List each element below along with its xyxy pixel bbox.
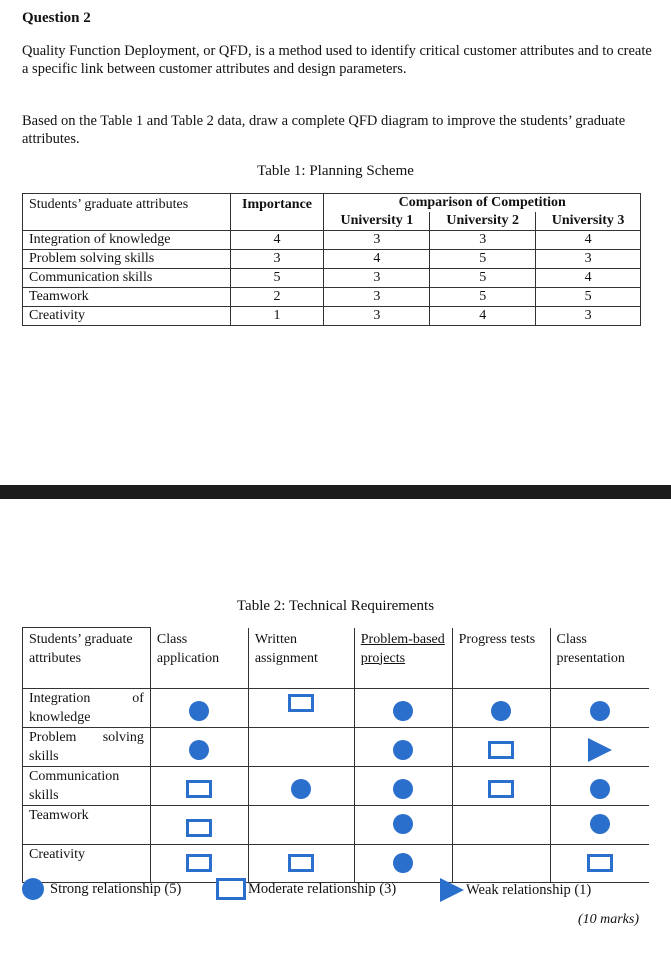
t2-header-attributes: Students’ graduate attributes bbox=[23, 628, 151, 689]
strong-relationship-icon bbox=[393, 740, 413, 760]
university-1-cell: 3 bbox=[324, 231, 430, 250]
header-university-1: University 1 bbox=[324, 212, 430, 231]
marks-label: (10 marks) bbox=[577, 912, 639, 927]
cell-written-assignment bbox=[248, 845, 354, 883]
t2-header-progress-tests: Progress tests bbox=[452, 628, 550, 689]
attribute-cell: Problem solving skills bbox=[23, 728, 151, 767]
cell-class-presentation bbox=[550, 689, 649, 728]
attribute-cell: Teamwork bbox=[23, 288, 231, 307]
table-row bbox=[23, 288, 641, 307]
university-2-cell: 5 bbox=[430, 250, 536, 269]
table-row bbox=[23, 689, 650, 728]
cell-problem-based-projects bbox=[354, 806, 452, 845]
attribute-cell: Teamwork bbox=[23, 806, 151, 845]
university-2-cell: 3 bbox=[430, 231, 536, 250]
strong-relationship-icon bbox=[590, 701, 610, 721]
table-row bbox=[23, 806, 650, 845]
moderate-relationship-icon bbox=[488, 780, 514, 798]
cell-written-assignment bbox=[248, 728, 354, 767]
university-2-cell: 5 bbox=[430, 269, 536, 288]
importance-cell: 3 bbox=[230, 250, 324, 269]
table-row bbox=[23, 728, 650, 767]
attribute-cell: Communication skills bbox=[23, 269, 231, 288]
cell-problem-based-projects bbox=[354, 689, 452, 728]
table-row bbox=[23, 845, 650, 883]
university-2-cell: 4 bbox=[430, 307, 536, 326]
legend bbox=[22, 878, 662, 906]
attribute-cell: Creativity bbox=[23, 845, 151, 883]
technical-requirements-table bbox=[22, 627, 649, 883]
weak-relationship-icon bbox=[588, 738, 612, 762]
university-1-cell: 4 bbox=[324, 250, 430, 269]
strong-relationship-icon bbox=[189, 701, 209, 721]
importance-cell: 2 bbox=[230, 288, 324, 307]
header-university-3: University 3 bbox=[536, 212, 641, 231]
cell-progress-tests bbox=[452, 728, 550, 767]
question-task: Based on the Table 1 and Table 2 data, draw a complete QFD diagram to improve the students’ graduate attributes. bbox=[22, 113, 626, 147]
cell-written-assignment bbox=[248, 806, 354, 845]
attribute-cell: Integration of knowledge bbox=[23, 689, 151, 728]
attribute-cell: Creativity bbox=[23, 307, 231, 326]
strong-relationship-icon bbox=[590, 814, 610, 834]
strong-relationship-icon bbox=[393, 701, 413, 721]
strong-relationship-icon bbox=[393, 853, 413, 873]
university-1-cell: 3 bbox=[324, 307, 430, 326]
cell-class-application bbox=[150, 689, 248, 728]
strong-relationship-icon bbox=[22, 878, 44, 900]
cell-class-application bbox=[150, 767, 248, 806]
cell-class-presentation bbox=[550, 728, 649, 767]
table2-caption: Table 2: Technical Requirements bbox=[236, 598, 435, 614]
university-1-cell: 3 bbox=[324, 288, 430, 307]
t2-header-problem-based-projects: Problem-based projects bbox=[354, 628, 452, 689]
university-2-cell: 5 bbox=[430, 288, 536, 307]
cell-problem-based-projects bbox=[354, 845, 452, 883]
legend-strong-label: Strong relationship (5) bbox=[50, 880, 182, 897]
table-row bbox=[23, 269, 641, 288]
moderate-relationship-icon bbox=[288, 854, 314, 872]
moderate-relationship-icon bbox=[488, 741, 514, 759]
strong-relationship-icon bbox=[291, 779, 311, 799]
importance-cell: 5 bbox=[230, 269, 324, 288]
moderate-relationship-icon bbox=[186, 819, 212, 837]
cell-problem-based-projects bbox=[354, 767, 452, 806]
page-divider bbox=[0, 485, 671, 499]
table1-caption: Table 1: Planning Scheme bbox=[257, 163, 414, 179]
t2-header-class-presentation: Class presentation bbox=[550, 628, 649, 689]
cell-class-application bbox=[150, 806, 248, 845]
table-row bbox=[23, 307, 641, 326]
header-importance: Importance bbox=[230, 194, 324, 231]
weak-relationship-icon bbox=[440, 878, 464, 902]
question-title: Question 2 bbox=[22, 10, 91, 26]
table-row bbox=[23, 767, 650, 806]
header-attributes: Students’ graduate attributes bbox=[23, 194, 231, 231]
cell-class-presentation bbox=[550, 845, 649, 883]
moderate-relationship-icon bbox=[216, 878, 246, 900]
university-3-cell: 4 bbox=[536, 231, 641, 250]
header-university-2: University 2 bbox=[430, 212, 536, 231]
planning-scheme-table bbox=[22, 193, 641, 326]
university-3-cell: 3 bbox=[536, 250, 641, 269]
university-3-cell: 5 bbox=[536, 288, 641, 307]
cell-written-assignment bbox=[248, 689, 354, 728]
cell-class-application bbox=[150, 845, 248, 883]
cell-problem-based-projects bbox=[354, 728, 452, 767]
strong-relationship-icon bbox=[189, 740, 209, 760]
strong-relationship-icon bbox=[491, 701, 511, 721]
t2-header-class-application: Class application bbox=[150, 628, 248, 689]
strong-relationship-icon bbox=[393, 779, 413, 799]
legend-moderate-label: Moderate relationship (3) bbox=[248, 880, 397, 897]
moderate-relationship-icon bbox=[587, 854, 613, 872]
importance-cell: 1 bbox=[230, 307, 324, 326]
cell-progress-tests bbox=[452, 767, 550, 806]
cell-progress-tests bbox=[452, 806, 550, 845]
cell-progress-tests bbox=[452, 689, 550, 728]
moderate-relationship-icon bbox=[186, 854, 212, 872]
strong-relationship-icon bbox=[590, 779, 610, 799]
question-intro: Quality Function Deployment, or QFD, is a method used to identify critical customer attributes and to create a specific link between customer attributes and design parameters. bbox=[22, 43, 652, 77]
attribute-cell: Problem solving skills bbox=[23, 250, 231, 269]
cell-class-application bbox=[150, 728, 248, 767]
table-row bbox=[23, 250, 641, 269]
university-3-cell: 4 bbox=[536, 269, 641, 288]
attribute-cell: Communication skills bbox=[23, 767, 151, 806]
importance-cell: 4 bbox=[230, 231, 324, 250]
t2-header-written-assignment: Written assignment bbox=[248, 628, 354, 689]
cell-class-presentation bbox=[550, 767, 649, 806]
university-1-cell: 3 bbox=[324, 269, 430, 288]
table-row bbox=[23, 231, 641, 250]
cell-written-assignment bbox=[248, 767, 354, 806]
cell-progress-tests bbox=[452, 845, 550, 883]
attribute-cell: Integration of knowledge bbox=[23, 231, 231, 250]
moderate-relationship-icon bbox=[186, 780, 212, 798]
legend-weak-label: Weak relationship (1) bbox=[466, 881, 592, 898]
strong-relationship-icon bbox=[393, 814, 413, 834]
university-3-cell: 3 bbox=[536, 307, 641, 326]
cell-class-presentation bbox=[550, 806, 649, 845]
moderate-relationship-icon bbox=[288, 694, 314, 712]
header-comparison: Comparison of Competition bbox=[324, 194, 641, 213]
